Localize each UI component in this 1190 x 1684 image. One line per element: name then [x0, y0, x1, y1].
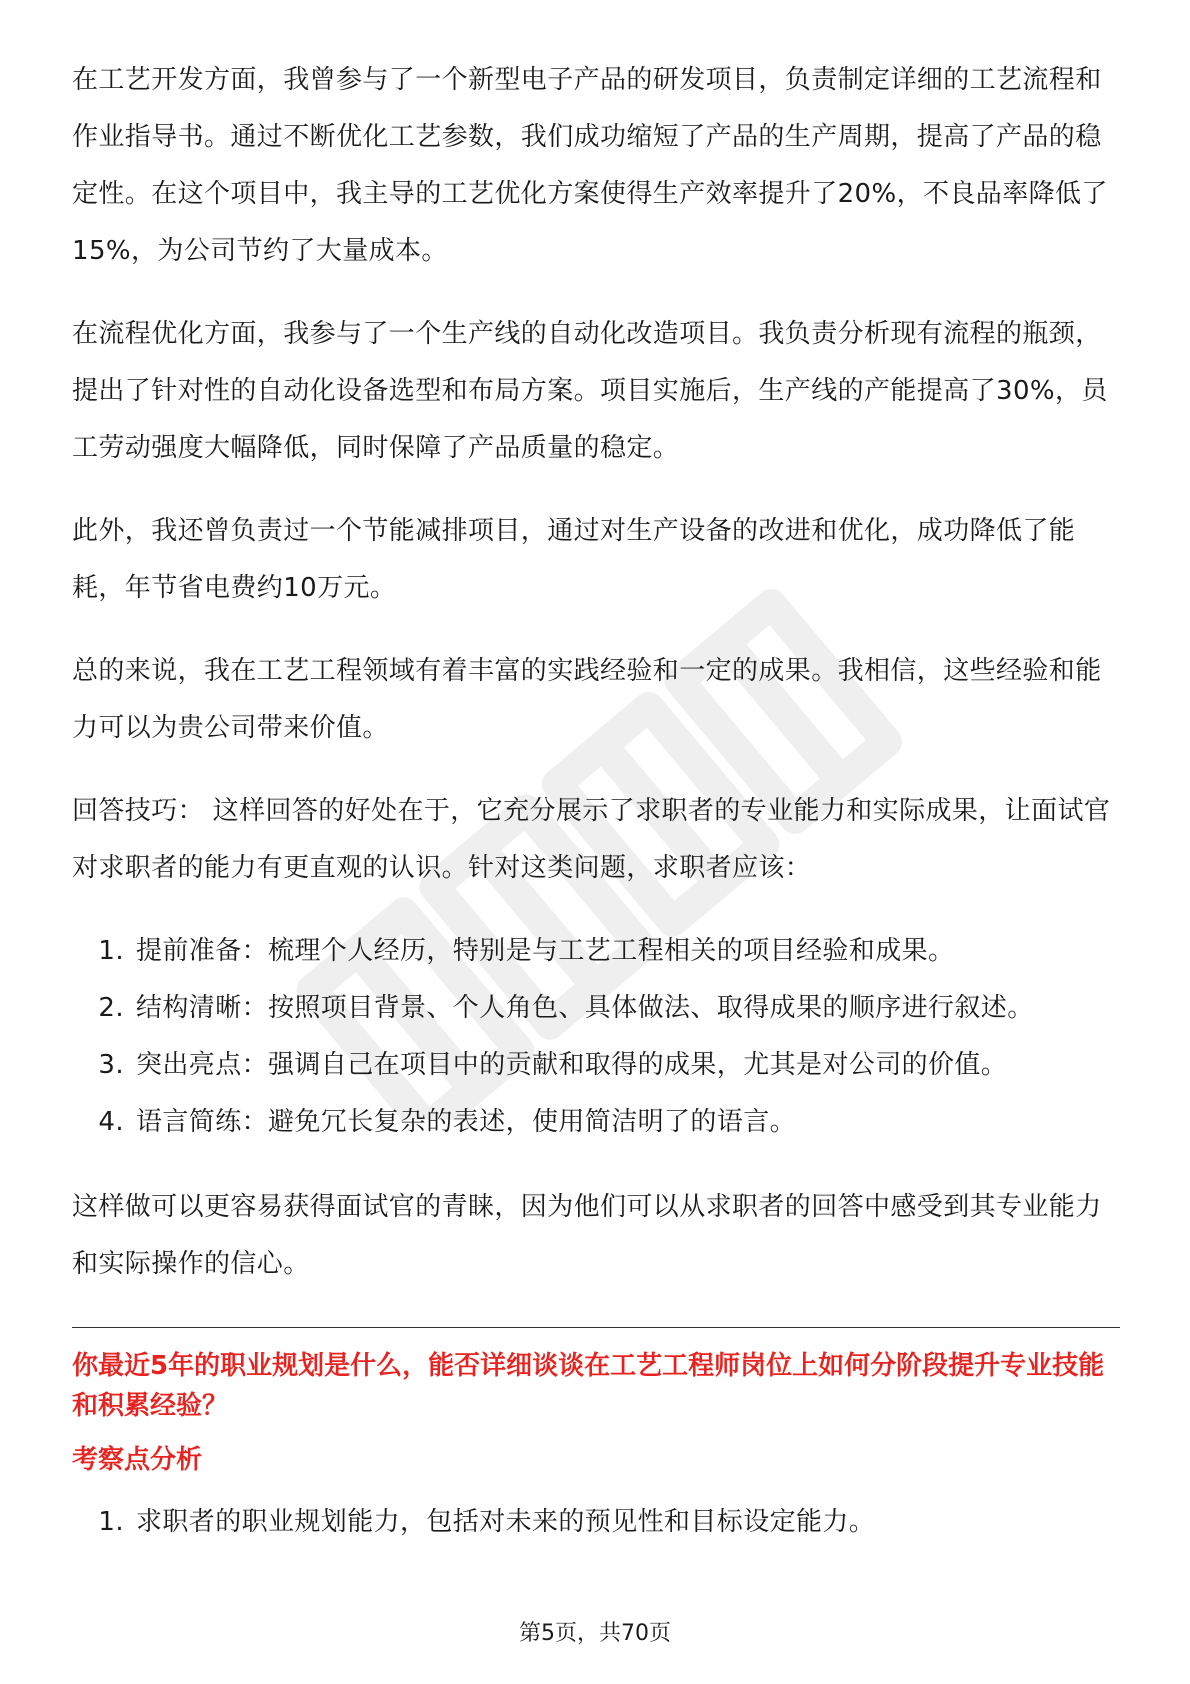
list-text: 求职者的职业规划能力，包括对未来的预见性和目标设定能力。 [136, 1507, 876, 1537]
list-text: 语言简练：避免冗长复杂的表述，使用简洁明了的语言。 [136, 1107, 797, 1137]
analysis-list [72, 1494, 1120, 1551]
list-text: 突出亮点：强调自己在项目中的贡献和取得的成果，尤其是对公司的价值。 [136, 1050, 1008, 1080]
paragraph-closing: 这样做可以更容易获得面试官的青睐，因为他们可以从求职者的回答中感受到其专业能力和实际操作的信心。 [72, 1192, 1102, 1279]
analysis-heading: 考察点分析 [72, 1445, 203, 1475]
paragraph-summary: 总的来说，我在工艺工程领域有着丰富的实践经验和一定的成果。我相信，这些经验和能力可以为贵公司带来价值。 [72, 656, 1102, 743]
paragraph-answer-tips: 回答技巧： 这样回答的好处在于，它充分展示了求职者的专业能力和实际成果，让面试官对求职者的能力有更直观的认识。针对这类问题，求职者应该： [72, 796, 1111, 883]
list-item [72, 1037, 1120, 1094]
list-number: 2. [98, 993, 124, 1023]
list-item [72, 923, 1120, 980]
page-footer: 第5页，共70页 [519, 1621, 671, 1646]
list-number: 1. [98, 936, 124, 966]
list-number: 3. [98, 1050, 124, 1080]
question-heading: 你最近5年的职业规划是什么，能否详细谈谈在工艺工程师岗位上如何分阶段提升专业技能和积累经验？ [72, 1351, 1105, 1421]
list-item [72, 1494, 1120, 1551]
document-body [72, 52, 1120, 1579]
list-number: 4. [98, 1107, 124, 1137]
tips-list [72, 923, 1120, 1151]
paragraph-energy-saving: 此外，我还曾负责过一个节能减排项目，通过对生产设备的改进和优化，成功降低了能耗，年节省电费约10万元。 [72, 516, 1076, 603]
paragraph-process-development: 在工艺开发方面，我曾参与了一个新型电子产品的研发项目，负责制定详细的工艺流程和作业指导书。通过不断优化工艺参数，我们成功缩短了产品的生产周期，提高了产品的稳定性。在这个项目中，我主导的工艺优化方案使得生产效率提升了20%，不良品率降低了15%，为公司节约了大量成本。 [72, 65, 1108, 266]
list-number: 1. [98, 1507, 124, 1537]
list-item [72, 1094, 1120, 1151]
list-text: 提前准备：梳理个人经历，特别是与工艺工程相关的项目经验和成果。 [136, 936, 955, 966]
list-text: 结构清晰：按照项目背景、个人角色、具体做法、取得成果的顺序进行叙述。 [136, 993, 1034, 1023]
list-item [72, 980, 1120, 1037]
section-divider [72, 1327, 1120, 1328]
paragraph-process-optimization: 在流程优化方面，我参与了一个生产线的自动化改造项目。我负责分析现有流程的瓶颈，提出了针对性的自动化设备选型和布局方案。项目实施后，生产线的产能提高了30%，员工劳动强度大幅降低，同时保障了产品质量的稳定。 [72, 319, 1108, 463]
